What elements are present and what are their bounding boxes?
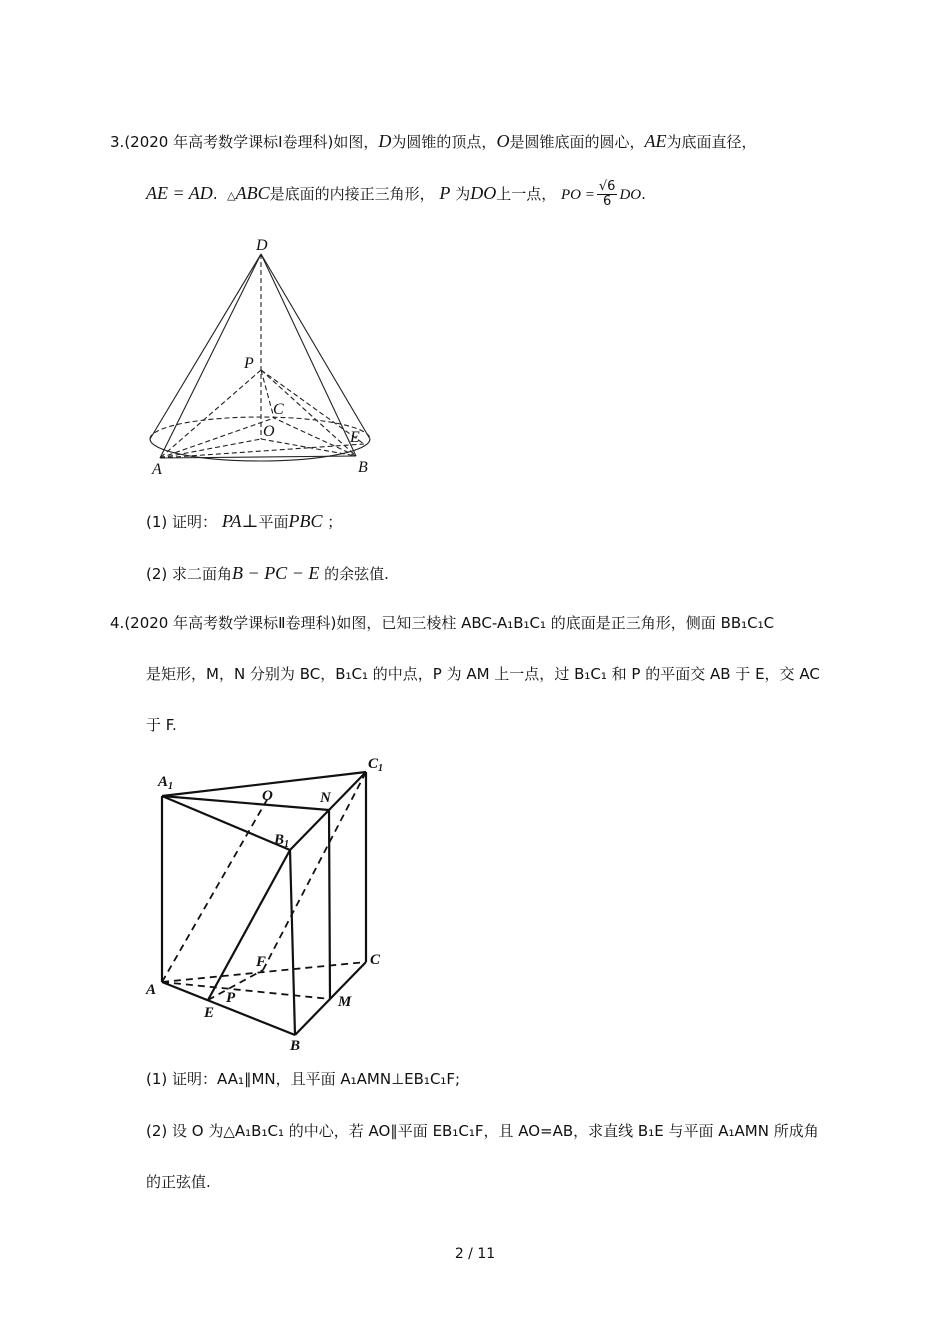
label-A: A bbox=[152, 461, 162, 478]
problem-source: (2020 年高考数学课标Ⅱ卷理科) bbox=[124, 614, 337, 632]
problem4-q2-line1: (2) 设 O 为△A₁B₁C₁ 的中心，若 AO∥平面 EB₁C₁F，且 AO=AB，求直线 B₁E 与平面 A₁AMN 所成角 bbox=[146, 1122, 819, 1140]
problem-number: 3 bbox=[110, 133, 120, 151]
label-B1: $B_1$ bbox=[274, 832, 290, 850]
problem-number: 4 bbox=[110, 614, 120, 632]
label-N: N bbox=[320, 790, 331, 806]
fraction: $\frac{√6}{6}$ bbox=[598, 179, 616, 209]
label-E: E bbox=[350, 429, 360, 446]
label-C1: $C_1$ bbox=[368, 756, 384, 774]
problem4-line1: 4.(2020 年高考数学课标Ⅱ卷理科)如图，已知三棱柱 ABC-A₁B₁C₁ 的底面是正三角形，侧面 BB₁C₁C bbox=[110, 614, 775, 632]
label-O: O bbox=[263, 423, 275, 440]
problem3-line1: 3.(2020 年高考数学课标Ⅰ卷理科)如图，D为圆锥的顶点，O是圆锥底面的圆心，AE为底面直径， bbox=[110, 131, 757, 151]
label-A1: $A_1$ bbox=[158, 774, 174, 792]
label-P: P bbox=[244, 355, 254, 372]
prism-figure bbox=[140, 750, 400, 1060]
label-O: O bbox=[262, 788, 273, 804]
problem3-line2: AE = AD. △ABC是底面的内接正三角形， P 为DO上一点， PO = $\frac{√6}{6}$ DO. bbox=[146, 179, 646, 209]
label-E: E bbox=[204, 1005, 215, 1021]
problem4-line2: 是矩形，M，N 分别为 BC，B₁C₁ 的中点，P 为 AM 上一点，过 B₁C₁ 和 P 的平面交 AB 于 E，交 AC bbox=[146, 665, 820, 683]
cone-figure bbox=[140, 232, 390, 482]
page-number: 2 / 11 bbox=[454, 1246, 496, 1262]
problem4-q2-line2: 的正弦值. bbox=[146, 1173, 211, 1191]
label-D: D bbox=[256, 237, 268, 254]
label-M: M bbox=[338, 994, 352, 1010]
label-C: C bbox=[370, 952, 381, 968]
problem4-q1: (1) 证明：AA₁∥MN，且平面 A₁AMN⊥EB₁C₁F; bbox=[146, 1070, 461, 1088]
label-A: A bbox=[146, 982, 157, 998]
problem-source: (2020 年高考数学课标Ⅰ卷理科) bbox=[124, 133, 334, 151]
problem3-q1: (1) 证明： PA⊥平面PBC ； bbox=[146, 511, 343, 531]
label-B: B bbox=[290, 1038, 301, 1054]
label-B: B bbox=[358, 459, 368, 476]
label-F: F bbox=[256, 954, 267, 970]
label-C: C bbox=[273, 401, 284, 418]
problem3-q2: (2) 求二面角B − PC − E 的余弦值. bbox=[146, 563, 389, 583]
problem4-line3: 于 F. bbox=[146, 716, 177, 734]
label-P: P bbox=[226, 990, 236, 1006]
